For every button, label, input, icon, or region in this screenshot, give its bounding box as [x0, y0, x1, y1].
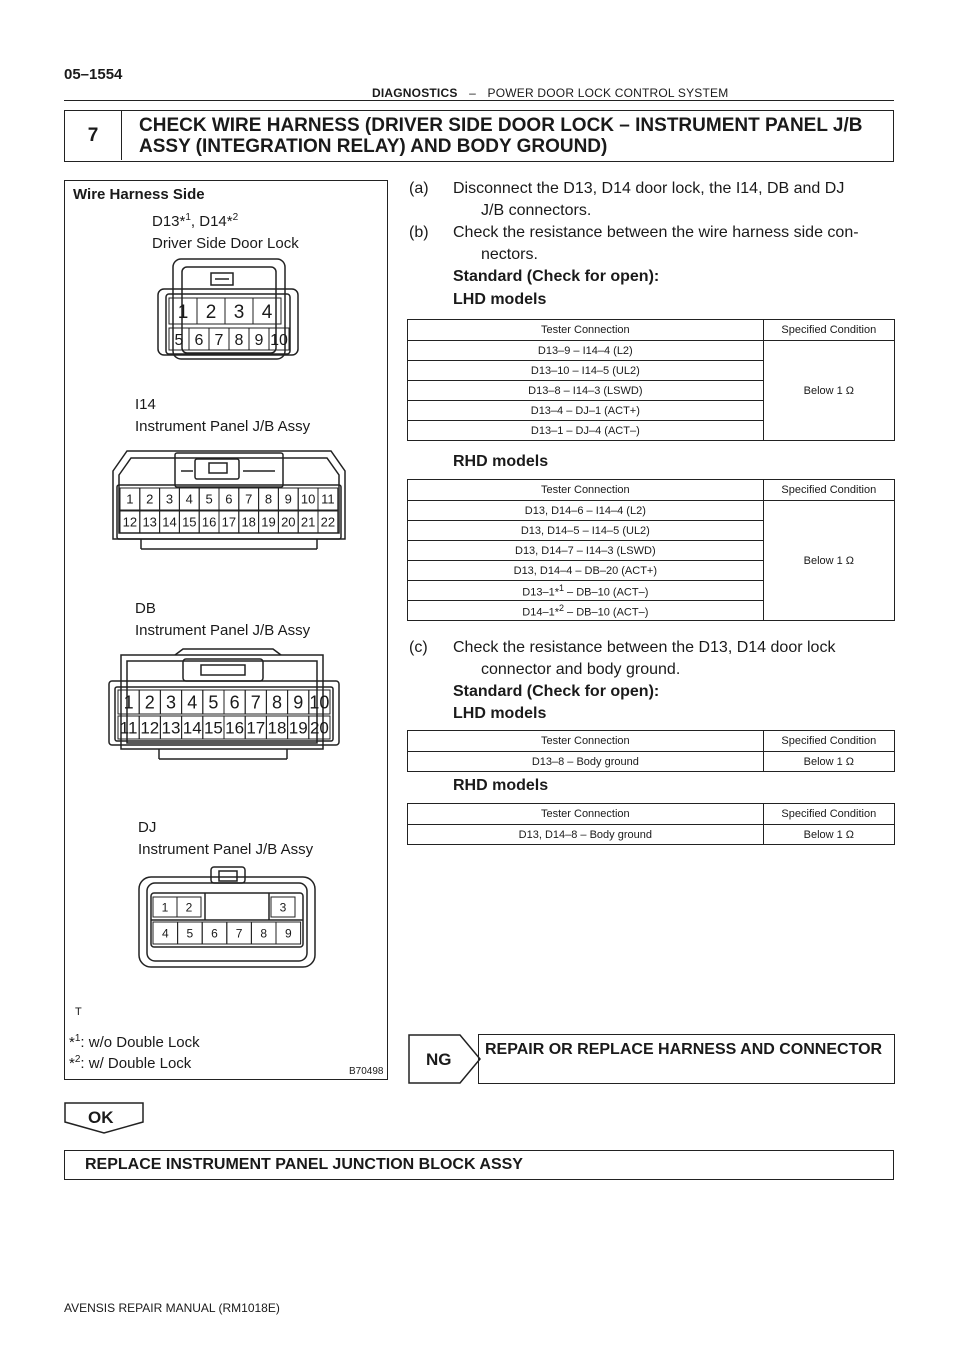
connector-pin-label: 20 — [281, 514, 296, 530]
db-pins — [118, 690, 330, 739]
connector-pin-label: 4 — [185, 491, 193, 507]
step-c-label: (c) — [409, 639, 428, 656]
connector-pin-label: 9 — [254, 331, 264, 349]
col-spec-header: Specified Condition — [763, 480, 894, 501]
standard-label-2: Standard (Check for open): — [453, 683, 660, 700]
step-header — [64, 110, 894, 162]
footnote-1: *$^1$: w/o Double Lock — [69, 1033, 200, 1051]
connector-pin-label: 5 — [208, 692, 219, 713]
col-spec-header: Specified Condition — [763, 320, 894, 341]
connector-pin-label: 6 — [211, 926, 218, 941]
lhd-label-1: LHD models — [453, 291, 547, 308]
connector-pin-label: 12 — [122, 514, 138, 530]
connector-pin-label: 9 — [284, 926, 292, 941]
spec-cell: Below 1 Ω — [763, 501, 894, 621]
connector-pin-label: 5 — [174, 331, 184, 349]
connector-pin-label: 16 — [201, 514, 217, 530]
connector-pin-label: 7 — [250, 692, 261, 713]
connector-pin-label: 7 — [214, 331, 224, 349]
ng-action-box — [478, 1034, 895, 1084]
dj-name: DJ — [138, 819, 157, 836]
connector-pin-label: 5 — [186, 926, 194, 941]
connector-pin-label: 6 — [194, 331, 204, 349]
connector-pin-label: 14 — [162, 514, 177, 530]
connector-pin-label: 15 — [203, 718, 223, 738]
ok-arrow-icon — [64, 1102, 144, 1134]
connector-pin-label: 1 — [123, 692, 134, 713]
connector-pin-label: 22 — [320, 514, 336, 530]
table-row: D13–8 – I14–3 (LSWD) — [408, 381, 764, 401]
table-row: D13, D14–7 – I14–3 (LSWD) — [408, 541, 764, 561]
step-number: 7 — [65, 111, 122, 160]
rhd-open-table — [407, 479, 895, 621]
connector-pin-label: 4 — [261, 301, 273, 323]
rhd-ground-table — [407, 803, 895, 845]
connector-pin-label: 10 — [270, 331, 288, 349]
step-c-line1: Check the resistance between the D13, D14 door lock — [453, 639, 836, 656]
lhd-label-2: LHD models — [453, 705, 547, 722]
table-row: D13, D14–5 – I14–5 (UL2) — [408, 521, 764, 541]
connector-pin-label: 13 — [161, 718, 181, 738]
connector-pin-label: 8 — [234, 331, 244, 349]
connector-pin-label: 15 — [182, 514, 197, 530]
step-c-line2: connector and body ground. — [481, 661, 681, 678]
connector-pin-label: 6 — [229, 692, 240, 713]
connector-pin-label: 2 — [146, 491, 154, 507]
connector-diagram — [65, 181, 387, 1079]
table-row: D13–9 – I14–4 (L2) — [408, 341, 764, 361]
svg-text:NG: NG — [426, 1050, 452, 1069]
header-subsection: POWER DOOR LOCK CONTROL SYSTEM — [487, 86, 729, 100]
table-row: D13, D14–4 – DB–20 (ACT+) — [408, 561, 764, 581]
col-tester-header: Tester Connection — [408, 320, 764, 341]
d13-pins — [169, 298, 289, 350]
col-tester-header: Tester Connection — [408, 804, 764, 825]
rhd-label-1: RHD models — [453, 453, 549, 470]
table-row: D13, D14–6 – I14–4 (L2) — [408, 501, 764, 521]
figure-id: B70498 — [349, 1066, 384, 1077]
connector-pin-label: 1 — [126, 491, 134, 507]
d13-description: Driver Side Door Lock — [152, 235, 299, 252]
connector-pin-label: 16 — [225, 718, 245, 738]
connector-pin-label: 8 — [264, 491, 273, 507]
connector-pin-label: 8 — [260, 926, 268, 941]
connector-pin-label: 12 — [140, 718, 160, 738]
connector-pin-label: 9 — [284, 491, 292, 507]
connector-pin-label: 1 — [161, 900, 169, 915]
step-a-line1: Disconnect the D13, D14 door lock, the I14, DB and DJ — [453, 180, 845, 197]
connector-pin-label: 1 — [177, 301, 189, 323]
spec-cell: Below 1 Ω — [763, 825, 894, 845]
connector-pin-label: 3 — [233, 301, 245, 323]
connector-figure — [64, 180, 388, 1080]
table-row: D13–4 – DJ–1 (ACT+) — [408, 401, 764, 421]
connector-pin-label: 11 — [321, 491, 335, 507]
dj-description: Instrument Panel J/B Assy — [138, 841, 314, 858]
final-action-box — [64, 1150, 894, 1180]
header-separator: – — [469, 86, 476, 100]
ng-arrow-icon — [408, 1034, 482, 1084]
connector-pin-label: 2 — [185, 900, 193, 915]
connector-pin-label: 5 — [205, 491, 213, 507]
table-row: D13–8 – Body ground — [408, 752, 764, 772]
col-spec-header: Specified Condition — [763, 804, 894, 825]
standard-label-1: Standard (Check for open): — [453, 268, 660, 285]
col-spec-header: Specified Condition — [763, 731, 894, 752]
table-row: D14–1*$^2$ – DB–10 (ACT–) — [408, 601, 764, 621]
table-row: D13–1 – DJ–4 (ACT–) — [408, 421, 764, 441]
footer-text: AVENSIS REPAIR MANUAL (RM1018E) — [64, 1301, 280, 1315]
connector-pin-label: 19 — [261, 514, 276, 530]
db-name: DB — [135, 600, 156, 617]
lhd-open-table — [407, 319, 895, 441]
connector-pin-label: 8 — [271, 692, 283, 713]
i14-description: Instrument Panel J/B Assy — [135, 418, 311, 435]
connector-pin-label: 17 — [221, 514, 237, 530]
connector-pin-label: 21 — [300, 514, 316, 530]
spec-cell: Below 1 Ω — [763, 341, 894, 441]
table-row: D13, D14–8 – Body ground — [408, 825, 764, 845]
step-a-line2: J/B connectors. — [481, 202, 592, 219]
col-tester-header: Tester Connection — [408, 731, 764, 752]
svg-text:OK: OK — [88, 1108, 114, 1127]
final-action-text: REPLACE INSTRUMENT PANEL JUNCTION BLOCK ASSY — [85, 1156, 523, 1173]
connector-pin-label: 3 — [279, 900, 287, 915]
connector-pin-label: 18 — [267, 718, 287, 738]
header-rule — [64, 100, 894, 101]
step-b-line1: Check the resistance between the wire harness side con- — [453, 224, 859, 241]
ok-badge — [64, 1102, 144, 1139]
connector-pin-label: 6 — [225, 491, 233, 507]
connector-pin-label: 10 — [309, 692, 330, 713]
connector-pin-label: 3 — [165, 692, 177, 713]
i14-pins — [120, 488, 338, 533]
ng-badge — [408, 1034, 482, 1089]
running-header — [372, 86, 728, 100]
table-row: D13–1*$^1$ – DB–10 (ACT–) — [408, 581, 764, 601]
connector-pin-label: 7 — [245, 491, 253, 507]
lhd-ground-table — [407, 730, 895, 772]
connector-pin-label: 2 — [205, 301, 217, 323]
connector-pin-label: 17 — [246, 718, 266, 738]
step-title: CHECK WIRE HARNESS (DRIVER SIDE DOOR LOCK – INSTRUMENT PANEL J/B ASSY (INTEGRATION RELAY) AND BODY GROUND) — [139, 115, 863, 157]
db-description: Instrument Panel J/B Assy — [135, 622, 311, 639]
step-b-line2: nectors. — [481, 246, 538, 263]
d13-label: D13*$^1$, D14*$^2$ — [152, 212, 239, 230]
figure-title: Wire Harness Side — [73, 186, 205, 203]
page-number: 05–1554 — [64, 66, 123, 83]
header-section: DIAGNOSTICS — [372, 86, 458, 100]
spec-cell: Below 1 Ω — [763, 752, 894, 772]
connector-pin-label: 11 — [119, 718, 138, 738]
connector-pin-label: 4 — [187, 692, 198, 713]
i14-name: I14 — [135, 396, 156, 413]
col-tester-header: Tester Connection — [408, 480, 764, 501]
connector-pin-label: 7 — [235, 926, 243, 941]
ng-action-text: REPAIR OR REPLACE HARNESS AND CONNECTOR — [485, 1041, 883, 1058]
connector-pin-label: 10 — [300, 491, 316, 507]
connector-pin-label: 18 — [241, 514, 256, 530]
connector-pin-label: 20 — [309, 718, 329, 738]
footnote-2: *$^2$: w/ Double Lock — [69, 1054, 192, 1072]
connector-pin-label: 13 — [142, 514, 157, 530]
table-row: D13–10 – I14–5 (UL2) — [408, 361, 764, 381]
connector-pin-label: 14 — [182, 718, 202, 738]
connector-pin-label: 19 — [288, 718, 308, 738]
step-b-label: (b) — [409, 224, 429, 241]
connector-pin-label: 9 — [293, 692, 304, 713]
rhd-label-2: RHD models — [453, 777, 549, 794]
step-a-label: (a) — [409, 180, 429, 197]
connector-pin-label: 4 — [161, 926, 169, 941]
connector-pin-label: 2 — [144, 692, 155, 713]
t-mark: T — [75, 1006, 82, 1018]
connector-pin-label: 3 — [165, 491, 174, 507]
